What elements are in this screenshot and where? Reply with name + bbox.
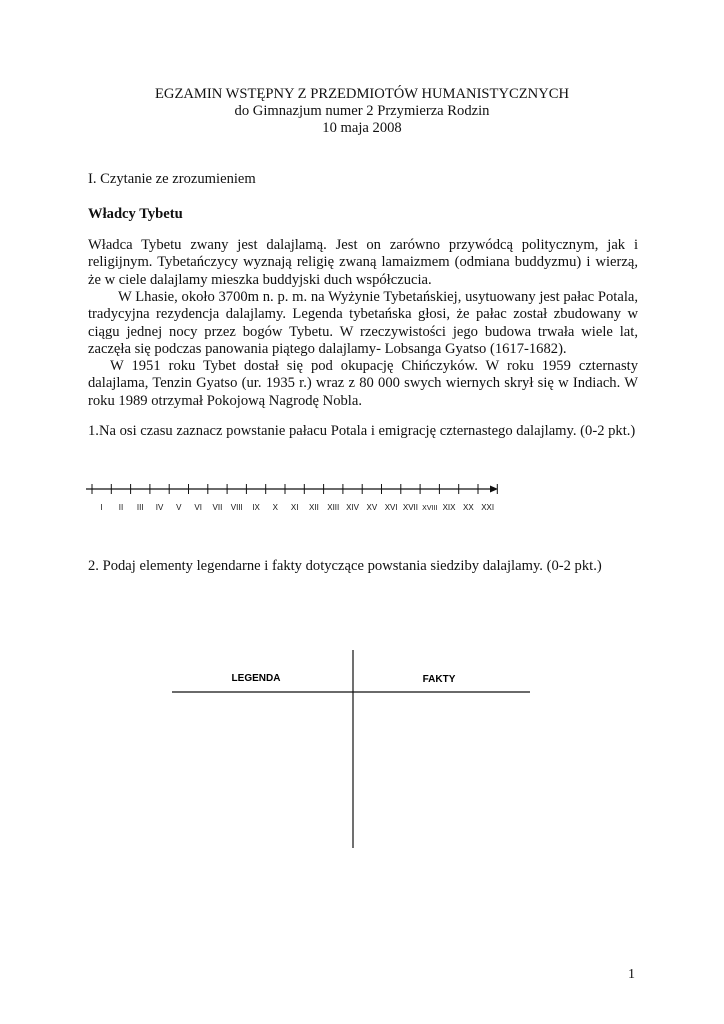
timeline-century-label: X xyxy=(272,503,279,512)
timeline-century-label: VII xyxy=(212,503,223,512)
timeline-century-label: III xyxy=(136,503,144,512)
timeline-century-label: II xyxy=(118,503,124,512)
text-title: Władcy Tybetu xyxy=(88,206,183,222)
timeline-century-label: VIII xyxy=(230,503,243,512)
timeline-century-label: XIII xyxy=(327,503,340,512)
timeline-century-label: V xyxy=(176,503,182,512)
timeline-century-label: XVIII xyxy=(422,505,438,512)
question-1: 1.Na osi czasu zaznacz powstanie pałacu Potala i emigrację czternastego dalajlamy. (0-2 pkt.) xyxy=(88,423,636,439)
timeline-century-label: IV xyxy=(155,503,164,512)
column-legenda: LEGENDA xyxy=(231,673,281,684)
paragraph-1: Władca Tybetu zwany jest dalajlamą. Jest on zarówno przywódcą politycznym, jak i religijnym. Tybetańczycy wyznają religię zwaną lamaizmem (odmiana buddyzmu) i wierzą, że w ciele dalajlamy mieszka buddyjski duch współczucia. xyxy=(88,237,638,288)
page-number: 1 xyxy=(628,967,635,982)
timeline-century-label: XI xyxy=(290,503,299,512)
timeline-century-label: I xyxy=(100,503,103,512)
paragraph-3: W 1951 roku Tybet dostał się pod okupację Chińczyków. W roku 1959 czternasty dalajlama, Tenzin Gyatso (ur. 1935 r.) wraz z 80 000 swych wiernych skrył się w Indiach. W roku 1989 otrzymał Pokojową Nagrodę Nobla. xyxy=(88,358,638,409)
timeline-axis xyxy=(86,478,506,520)
timeline-century-label: VI xyxy=(194,503,202,512)
timeline-century-label: IX xyxy=(252,503,260,512)
timeline-century-label: XVII xyxy=(402,503,419,512)
paragraph-2: W Lhasie, około 3700m n. p. m. na Wyżynie Tybetańskiej, usytuowany jest pałac Potala, tradycyjna rezydencja dalajlamy. Legenda tybetańska głosi, że pałac został zbudowany w ciągu jednej nocy przez bogów Tybetu. W rzeczywistości jego budowa trwała wiele lat, zaczęła się podczas panowania piątego dalajlamy- Lobsanga Gyatso (1617-1682). xyxy=(88,289,638,358)
school-name: do Gimnazjum numer 2 Przymierza Rodzin xyxy=(234,103,490,119)
exam-title: EGZAMIN WSTĘPNY Z PRZEDMIOTÓW HUMANISTYCZNYCH xyxy=(154,86,570,102)
t-table xyxy=(168,648,538,853)
timeline-century-label: XII xyxy=(309,503,319,512)
timeline-century-label: XX xyxy=(463,503,474,512)
question-2: 2. Podaj elementy legendarne i fakty dotyczące powstania siedziby dalajlamy. (0-2 pkt.) xyxy=(88,558,602,574)
exam-date: 10 maja 2008 xyxy=(322,120,402,136)
column-fakty: FAKTY xyxy=(422,674,456,685)
timeline-century-label: XVI xyxy=(384,503,398,512)
timeline-century-label: XIV xyxy=(346,503,360,512)
exam-header xyxy=(0,86,724,137)
timeline-century-label: XXI xyxy=(481,503,495,512)
timeline-century-label: XV xyxy=(366,503,378,512)
section-title: I. Czytanie ze zrozumieniem xyxy=(88,171,256,187)
timeline-century-label: XIX xyxy=(442,503,456,512)
